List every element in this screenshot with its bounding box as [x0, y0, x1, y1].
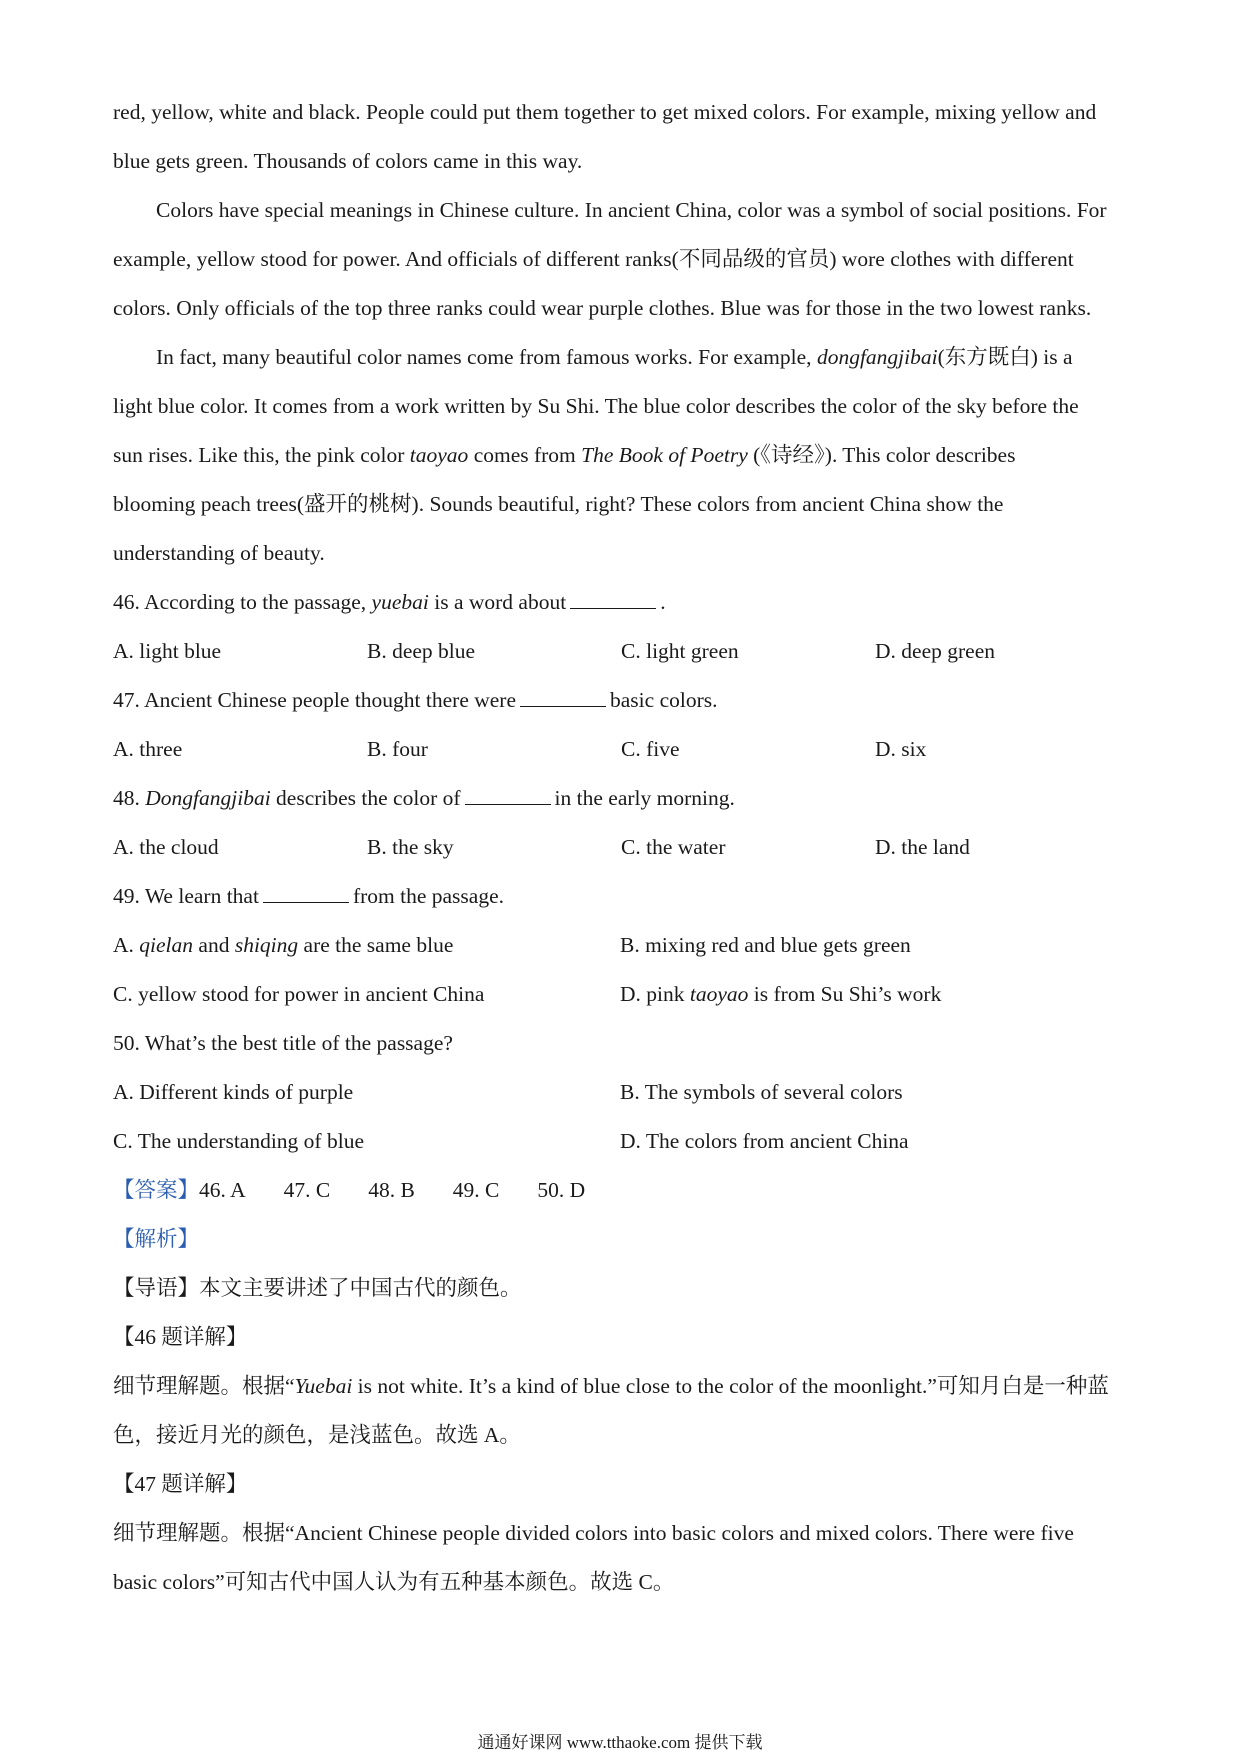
passage-line: understanding of beauty. [113, 541, 325, 565]
option-a: A. Different kinds of purple [113, 1080, 354, 1104]
question-49-options-row1 [113, 921, 1133, 970]
passage-line: In fact, many beautiful color names come from famous works. For example, dongfangjibai(东方既白) is a [156, 345, 1073, 369]
answer-item: 50. D [537, 1178, 586, 1202]
question-47-options [113, 725, 1133, 774]
option-d: D. deep green [875, 639, 995, 663]
option-a: A. qielan and shiqing are the same blue [113, 933, 454, 957]
detail-47-title: 【47 题详解】 [113, 1472, 248, 1496]
question-50-options-row1 [113, 1068, 1133, 1117]
option-a: A. three [113, 737, 183, 761]
option-c: C. five [621, 737, 680, 761]
detail-46-text: 色，接近月光的颜色，是浅蓝色。故选 A。 [113, 1423, 521, 1447]
passage-line: red, yellow, white and black. People could put them together to get mixed colors. For example, mixing yellow and [113, 100, 1097, 124]
question-49-options-row2 [113, 970, 1133, 1019]
passage-line: example, yellow stood for power. And officials of different ranks(不同品级的官员) wore clothes with different [113, 247, 1074, 271]
passage-line: Colors have special meanings in Chinese culture. In ancient China, color was a symbol of social positions. For [156, 198, 1107, 222]
answer-key [113, 1166, 1133, 1215]
passage-line: light blue color. It comes from a work written by Su Shi. The blue color describes the color of the sky before the [113, 394, 1079, 418]
detail-47-text: 细节理解题。根据“Ancient Chinese people divided colors into basic colors and mixed colors. There were five [113, 1521, 1074, 1545]
option-a: A. light blue [113, 639, 222, 663]
option-b: B. the sky [367, 835, 454, 859]
option-d: D. pink taoyao is from Su Shi’s work [620, 982, 942, 1006]
answer-item: 48. B [368, 1178, 415, 1202]
passage-line: sun rises. Like this, the pink color taoyao comes from The Book of Poetry (《诗经》). This color describes [113, 443, 1016, 467]
option-b: B. four [367, 737, 428, 761]
answer-blank [263, 879, 349, 903]
question-46-options [113, 627, 1133, 676]
answer-blank [465, 781, 551, 805]
passage-line: blooming peach trees(盛开的桃树). Sounds beautiful, right? These colors from ancient China show the [113, 492, 1004, 516]
question-50-options-row2 [113, 1117, 1133, 1166]
option-b: B. The symbols of several colors [620, 1080, 903, 1104]
answer-blank [570, 585, 656, 609]
option-d: D. The colors from ancient China [620, 1129, 909, 1153]
answer-label: 【答案】 [113, 1178, 200, 1202]
answer-item: 46. A [199, 1178, 246, 1202]
passage-line: colors. Only officials of the top three ranks could wear purple clothes. Blue was for those in the two lowest ranks. [113, 296, 1092, 320]
analysis-label: 【解析】 [113, 1227, 200, 1251]
answer-blank [520, 683, 606, 707]
option-a: A. the cloud [113, 835, 219, 859]
question-48-options [113, 823, 1133, 872]
detail-46-text: 细节理解题。根据“Yuebai is not white. It’s a kind of blue close to the color of the moonlight.”可知月白是一种蓝 [113, 1374, 1109, 1398]
question-48-stem: 48. Dongfangjibai describes the color of in the early morning. [113, 774, 1133, 823]
option-c: C. light green [621, 639, 739, 663]
option-d: D. the land [875, 835, 970, 859]
page-footer: 通通好课网 www.tthaoke.com 提供下载 [477, 1733, 763, 1752]
document-page [113, 88, 1133, 1607]
question-47-stem: 47. Ancient Chinese people thought there were basic colors. [113, 676, 1133, 725]
option-d: D. six [875, 737, 927, 761]
answer-item: 49. C [452, 1178, 500, 1202]
option-c: C. The understanding of blue [113, 1129, 364, 1153]
option-c: C. yellow stood for power in ancient China [113, 982, 485, 1006]
option-b: B. mixing red and blue gets green [620, 933, 911, 957]
option-b: B. deep blue [367, 639, 476, 663]
analysis-guide: 【导语】本文主要讲述了中国古代的颜色。 [113, 1276, 522, 1300]
detail-47-text: basic colors”可知古代中国人认为有五种基本颜色。故选 C。 [113, 1570, 675, 1594]
question-50-stem: 50. What’s the best title of the passage? [113, 1031, 453, 1055]
answer-item: 47. C [283, 1178, 331, 1202]
passage-line: blue gets green. Thousands of colors came in this way. [113, 149, 583, 173]
question-49-stem: 49. We learn that from the passage. [113, 872, 1133, 921]
detail-46-title: 【46 题详解】 [113, 1325, 248, 1349]
question-46-stem: 46. According to the passage, yuebai is a word about . [113, 578, 1133, 627]
option-c: C. the water [621, 835, 726, 859]
